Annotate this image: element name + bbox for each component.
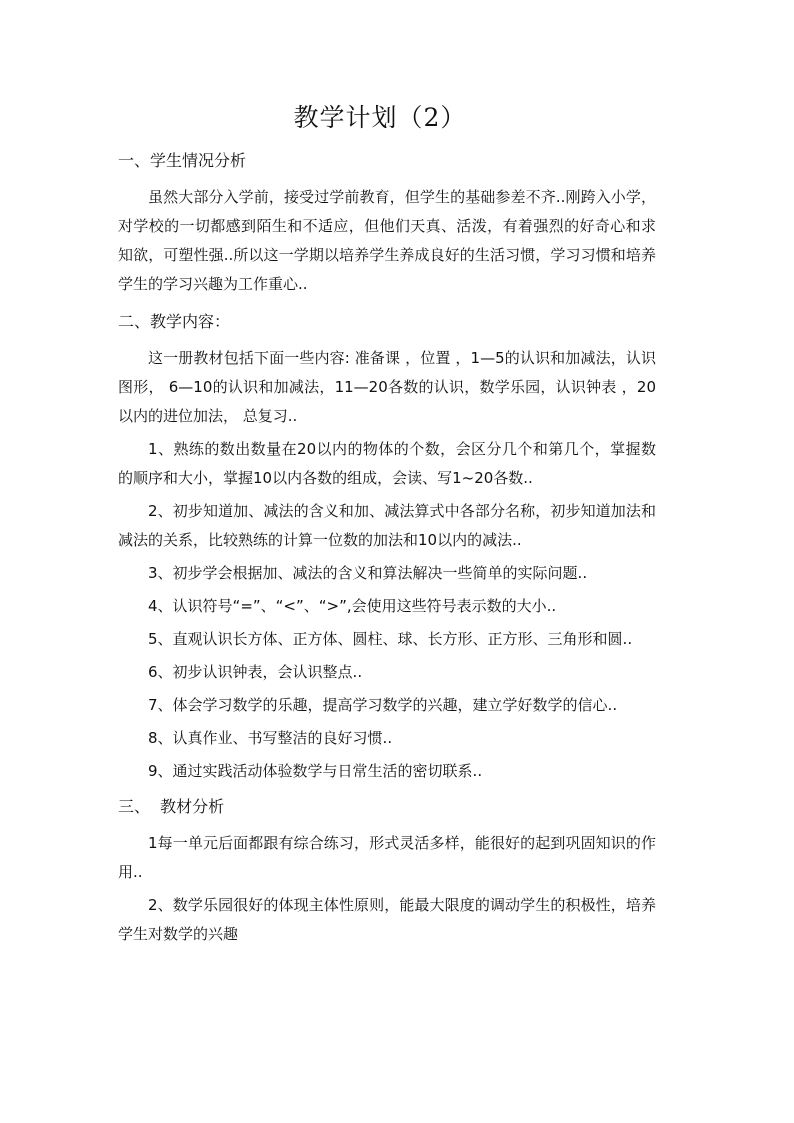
list-item: 7、体会学习数学的乐趣，提高学习数学的兴趣，建立学好数学的信心.. (148, 696, 618, 714)
list-item: 9、通过实践活动体验数学与日常生活的密切联系.. (148, 762, 483, 780)
section-heading: 三、 教材分析 (118, 797, 225, 816)
list-item: 8、认真作业、书写整洁的良好习惯.. (148, 729, 393, 747)
document-title: 教学计划（2） (293, 103, 467, 132)
paragraph: 这一册教材包括下面一些内容: 准备课 ，位置 ，1—5的认识和加减法，认识图形， 6—10的认识和加减法，11—20各数的认识，数学乐园，认识钟表 ，20以内的进位加法， 总复习.. (118, 349, 656, 425)
content-list (118, 344, 656, 786)
list-item: 3、初步学会根据加、减法的含义和算法解决一些简单的实际问题.. (148, 564, 588, 582)
paragraph: 2、数学乐园很好的体现主体性原则，能最大限度的调动学生的积极性，培养学生对数学的兴趣 (118, 896, 656, 943)
paragraph: 虽然大部分入学前，接受过学前教育，但学生的基础参差不齐..刚跨入小学，对学校的一切都感到陌生和不适应，但他们天真、活泼，有着强烈的好奇心和求知欲，可塑性强..所以这一学期以培养学生养成良好的生活习惯，学习习惯和培养学生的学习兴趣为工作重心.. (118, 188, 656, 293)
list-item: 2、初步知道加、减法的含义和加、减法算式中各部分名称，初步知道加法和减法的关系，比较熟练的计算一位数的加法和10以内的减法.. (118, 502, 656, 549)
section-teaching-content (118, 307, 656, 786)
list-item: 6、初步认识钟表，会认识整点.. (148, 663, 363, 681)
list-item: 1、熟练的数出数量在20以内的物体的个数，会区分几个和第几个，掌握数的顺序和大小，掌握10以内各数的组成，会读、写1~20各数.. (118, 440, 656, 487)
document-body (118, 146, 656, 953)
paragraph: 1每一单元后面都跟有综合练习，形式灵活多样，能很好的起到巩固知识的作用.. (118, 834, 656, 881)
list-item: 5、直观认识长方体、正方体、圆柱、球、长方形、正方形、三角形和圆.. (148, 630, 633, 648)
section-heading: 二、教学内容： (118, 312, 231, 331)
list-item: 4、认识符号“=”、“<”、“>”,会使用这些符号表示数的大小.. (148, 597, 557, 615)
section-textbook-analysis (118, 792, 656, 949)
section-heading: 一、学生情况分析 (118, 151, 247, 170)
section-student-analysis (118, 146, 656, 299)
